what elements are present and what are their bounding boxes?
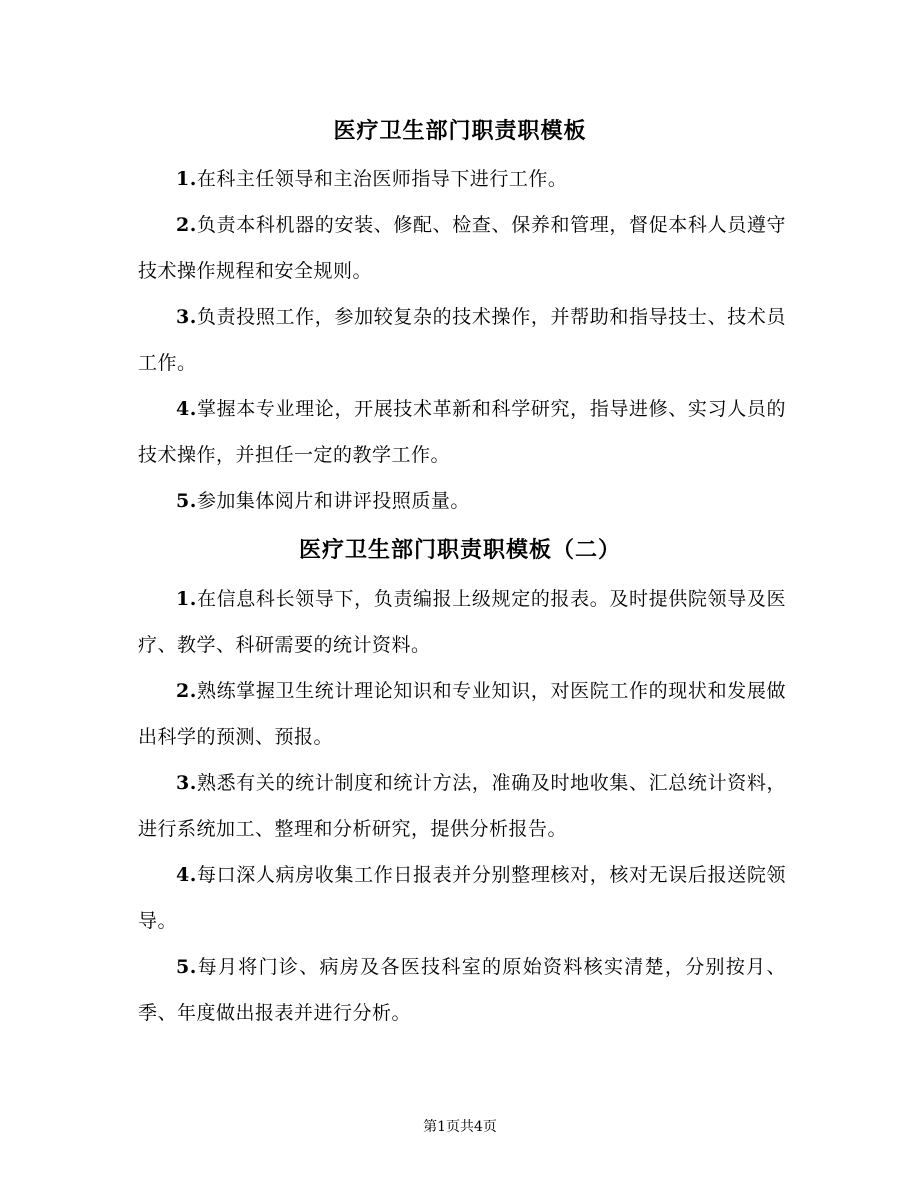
page-footer: 第1页共4页 xyxy=(423,1119,497,1135)
section1-item-4 xyxy=(138,386,786,478)
item-text: 熟悉有关的统计制度和统计方法，准确及时地收集、汇总统计资料，进行系统加工、整理和分析研究，提供分析报告。 xyxy=(138,772,786,840)
item-text: 在信息科长领导下，负责编报上级规定的报表。及时提供院领导及医疗、教学、科研需要的统计资料。 xyxy=(138,588,786,656)
section2-title: 医疗卫生部门职责职模板（二） xyxy=(298,537,621,563)
section1-item-3 xyxy=(138,294,786,386)
section2-item-5 xyxy=(138,944,786,1036)
item-text: 每月将门诊、病房及各医技科室的原始资料核实清楚，分别按月、季、年度做出报表并进行分析。 xyxy=(138,956,786,1024)
item-number: 3. xyxy=(176,772,197,794)
item-number: 5. xyxy=(176,956,197,978)
item-text: 负责投照工作，参加较复杂的技术操作，并帮助和指导技士、技术员工作。 xyxy=(138,306,786,374)
item-number: 4. xyxy=(176,398,197,420)
section2-item-3 xyxy=(138,760,786,852)
section1-item-2 xyxy=(138,202,786,294)
item-text: 掌握本专业理论，开展技术革新和科学研究，指导进修、实习人员的技术操作，并担任一定的教学工作。 xyxy=(138,398,786,466)
item-number: 2. xyxy=(176,680,197,702)
section1-title: 医疗卫生部门职责职模板 xyxy=(333,118,587,144)
item-text: 负责本科机器的安装、修配、检查、保养和管理，督促本科人员遵守技术操作规程和安全规则。 xyxy=(138,214,786,282)
section2-item-4 xyxy=(138,852,786,944)
item-number: 4. xyxy=(176,864,197,886)
item-text: 熟练掌握卫生统计理论知识和专业知识，对医院工作的现状和发展做出科学的预测、预报。 xyxy=(138,680,786,748)
item-number: 1. xyxy=(176,588,197,610)
section2-item-2 xyxy=(138,668,786,760)
item-number: 1. xyxy=(176,168,197,190)
item-text: 在科主任领导和主治医师指导下进行工作。 xyxy=(196,168,568,190)
item-number: 5. xyxy=(176,490,197,512)
item-text: 参加集体阅片和讲评投照质量。 xyxy=(196,490,470,512)
section1-item-1 xyxy=(138,156,786,202)
item-text: 每口深人病房收集工作日报表并分别整理核对，核对无误后报送院领导。 xyxy=(138,864,786,932)
item-number: 3. xyxy=(176,306,197,328)
item-number: 2. xyxy=(176,214,197,236)
section1-item-5 xyxy=(138,478,786,524)
section2-item-1 xyxy=(138,576,786,668)
